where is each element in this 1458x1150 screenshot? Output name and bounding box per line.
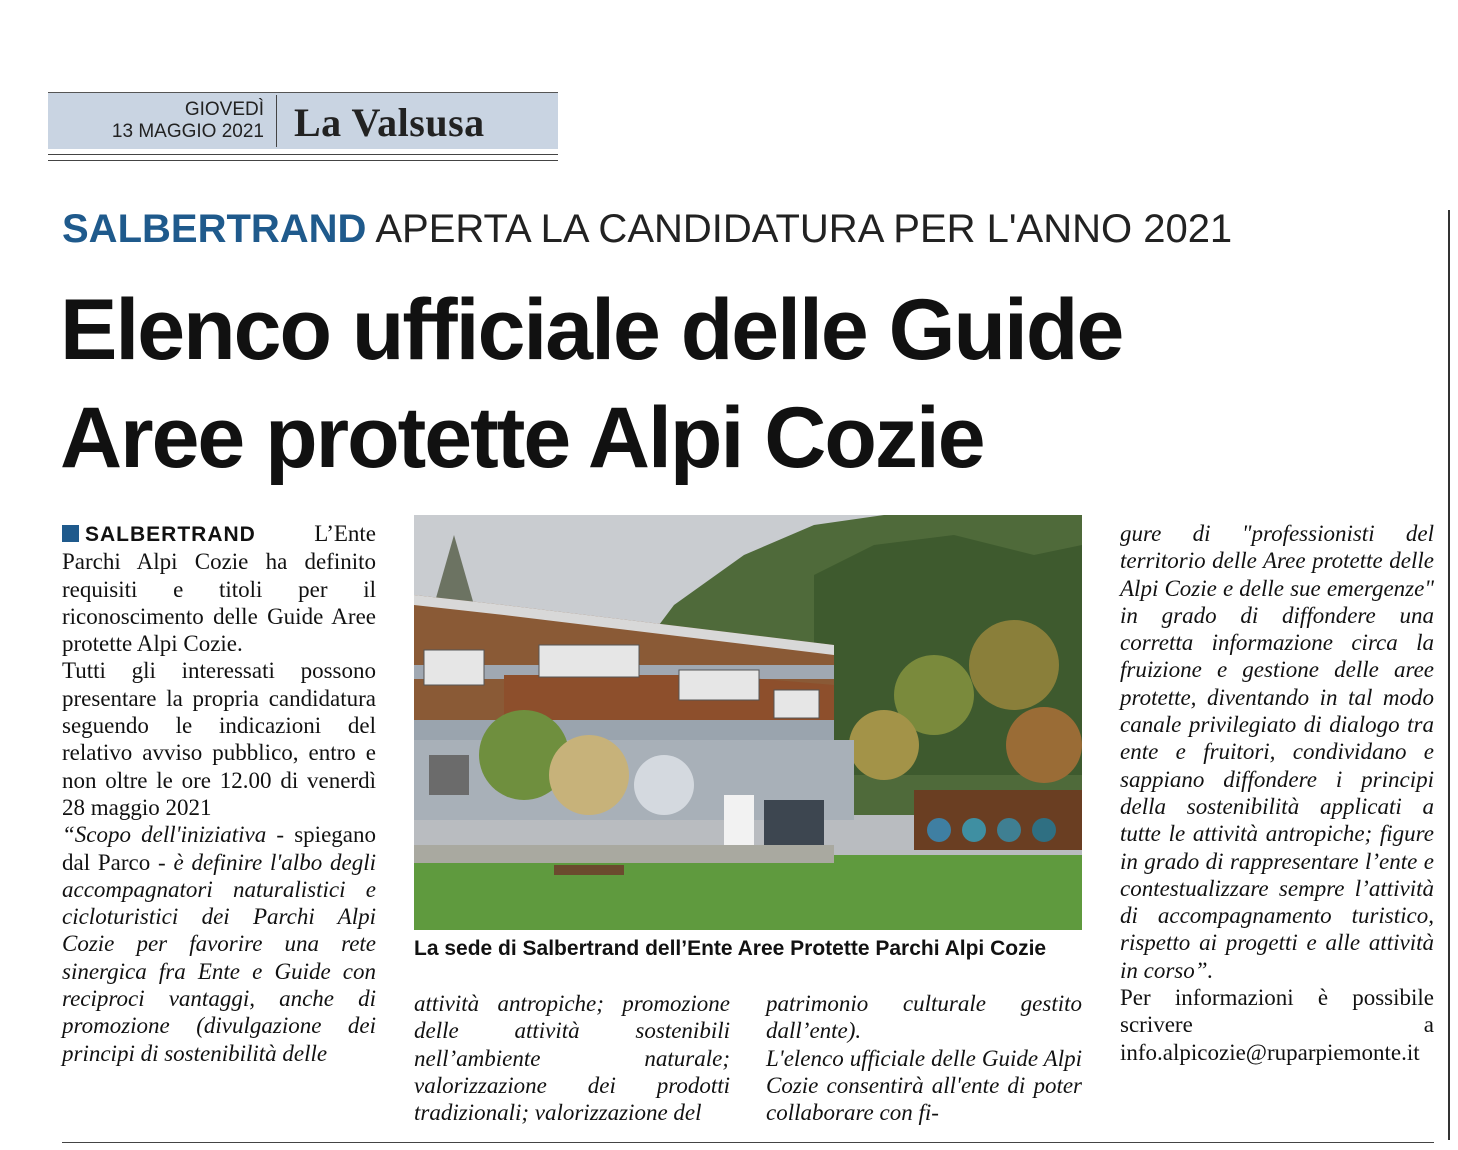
quote-part-a: è definire l'albo degli accompagnatori naturalistici e cicloturistici dei Parchi Alpi Cozie per favorire una rete sinergica fra Ente e Guide con reciproci vantaggi, anche di promozione (divulgazione dei principi di sostenibilità delle [62, 849, 376, 1066]
quote-open: “Scopo dell'iniziativa [62, 822, 267, 848]
kicker-place: SALBERTRAND [62, 207, 367, 251]
issue-date [48, 99, 264, 143]
quote-attribution: - spiegano dal Parco - [62, 822, 376, 875]
dateline-square-icon [62, 525, 79, 542]
headline-line-1: Elenco ufficiale delle Guide [60, 282, 1123, 378]
bottom-rule [62, 1142, 1434, 1143]
headline [60, 276, 1122, 492]
article-column-1 [62, 520, 376, 1067]
issue-day: GIOVEDÌ [184, 99, 264, 120]
kicker [62, 204, 1232, 254]
kicker-text: APERTA LA CANDIDATURA PER L'ANNO 2021 [375, 207, 1233, 251]
photo-caption: La sede di Salbertrand dell’Ente Aree Protette Parchi Alpi Cozie [414, 937, 1047, 960]
quote-part-d: L'elenco ufficiale delle Guide Alpi Cozie consentirà all'ente di poter collaborare con fi- [766, 1045, 1082, 1126]
masthead-rule-second [48, 160, 558, 161]
quote-start [62, 821, 376, 1067]
masthead-divider [276, 95, 277, 147]
article-lead [62, 520, 376, 657]
quote-part-c: patrimonio culturale gestito dall’ente). [766, 991, 1082, 1044]
masthead-rule [48, 154, 558, 155]
quote-part-e: gure di "professionisti del territorio delle Aree protette delle Alpi Cozie e delle sue emergenze" in grado di diffondere una corretta informazione circa la fruizione e gestione delle aree protette, diventando in tal modo canale privilegiato di dialogo tra ente e fruitori, condividano e sappiano diffondere i principi della sostenibilità applicati a tutte le attività antropiche; figure in grado di rappresentare l’ente e contestualizzare sempre l’attività di accompagnamento turistico, rispetto ai progetti e alle attività in corso”. [1120, 521, 1434, 983]
issue-full-date: 13 MAGGIO 2021 [111, 121, 264, 142]
article-column-2 [414, 990, 730, 1126]
paragraph-2: Tutti gli interessati possono presentare la propria candidatura seguendo le indicazioni del relativo avviso pubblico, entro e non oltre le ore 12.00 di venerdì 28 maggio 2021 [62, 658, 376, 820]
dateline: SALBERTRAND [85, 523, 256, 546]
headline-line-2: Aree protette Alpi Cozie [60, 390, 984, 486]
paragraph-1: L’Ente Parchi Alpi Cozie ha definito requisiti e titoli per il riconoscimento delle Guide Aree protette Alpi Cozie. [62, 521, 376, 657]
contact-info: Per informazioni è possibile scrivere a info.alpicozie@ruparpiemonte.it [1120, 985, 1434, 1065]
newspaper-name: La Valsusa [294, 100, 485, 145]
article-photo [414, 515, 1082, 930]
quote-part-b: attività antropiche; promozione delle attività sostenibili nell’ambiente naturale; valorizzazione dei prodotti tradizionali; valorizzazione del [414, 991, 730, 1126]
article-column-4 [1120, 520, 1434, 1066]
article-column-3 [766, 990, 1082, 1126]
masthead [48, 92, 558, 149]
column-divider-rule [1448, 210, 1450, 1140]
park-headquarters-photo [414, 515, 1082, 930]
